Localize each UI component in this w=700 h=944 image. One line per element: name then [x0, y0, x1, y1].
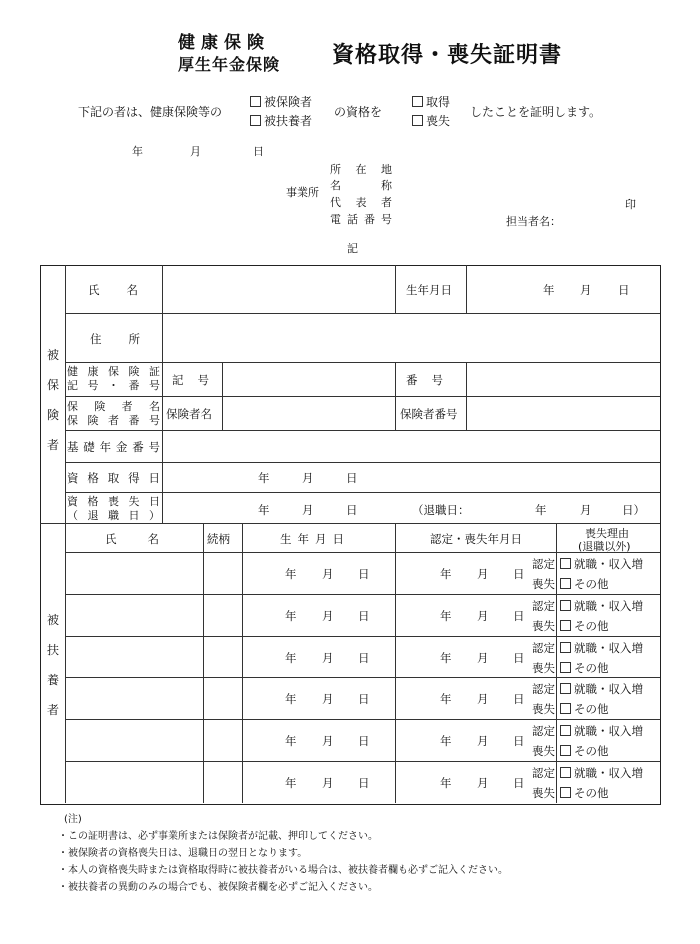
insurer-number-field[interactable]: [467, 397, 659, 429]
loss-reason-header-line1: 喪失理由: [585, 527, 629, 540]
dependent-name-field[interactable]: [66, 720, 202, 760]
relation-field[interactable]: [204, 637, 241, 677]
approve-label: 認定: [532, 640, 555, 655]
lose-option-label: 喪失: [426, 114, 451, 128]
number-field[interactable]: [467, 363, 659, 395]
pension-number-field[interactable]: [163, 431, 659, 461]
acquire-checkbox[interactable]: [412, 96, 423, 107]
dependent-name-field[interactable]: [66, 637, 202, 677]
reason-employment-option[interactable]: [560, 598, 643, 614]
office-label: 事業所: [286, 186, 319, 199]
reason-other-label: その他: [574, 786, 609, 800]
statement-mid: の資格を: [334, 105, 383, 119]
insurer-name-label: 保険者名: [166, 407, 212, 421]
notes-heading: (注): [64, 814, 82, 825]
reason-other-label: その他: [574, 618, 609, 633]
approve-label: 認定: [532, 724, 555, 739]
reason-employment-label: 就職・収入増: [574, 557, 643, 571]
reason-employment-label: 就職・収入増: [574, 598, 643, 613]
dob-day-unit: 日: [358, 692, 370, 707]
reason-other-label: その他: [574, 577, 609, 591]
reason-other-checkbox[interactable]: [560, 578, 571, 589]
insured-option[interactable]: [250, 93, 312, 110]
dob-month-unit: 月: [322, 566, 334, 581]
insurer-number-label: 保険者番号: [400, 407, 458, 421]
note-item: ・被保険者の資格喪失日は、退職日の翌日となります。: [58, 848, 308, 859]
card-label-line2: 記 号 ・ 番 号: [67, 379, 160, 392]
number-label: 番号: [406, 373, 457, 387]
approve-label: 認定: [532, 557, 555, 571]
dependent-name-header: 氏 名: [105, 532, 159, 546]
relation-field[interactable]: [204, 762, 241, 802]
retire-year-unit: 年: [535, 503, 547, 517]
insured-side-label: 被 保 険 者: [46, 348, 59, 452]
reason-employment-option[interactable]: [560, 681, 643, 697]
insurer-label-line2: 保 険 者 番 号: [67, 414, 160, 427]
lose-label: 喪失: [532, 577, 555, 591]
reason-other-option[interactable]: [560, 576, 609, 592]
insured-option-label: 被保険者: [264, 95, 313, 109]
dob-year-unit: 年: [285, 608, 297, 623]
insurer-name-field[interactable]: [223, 397, 394, 429]
dob-day-unit: 日: [358, 734, 370, 749]
lost-date-label-line2: （ 退 職 日 ）: [67, 509, 160, 522]
reason-other-label: その他: [574, 660, 609, 675]
date-month-unit: 月: [477, 734, 489, 749]
dependent-name-field[interactable]: [66, 595, 202, 635]
date-year: 年: [132, 145, 143, 158]
approve-label: 認定: [532, 682, 555, 697]
retirement-date-prefix: （退職日：: [412, 503, 470, 517]
retire-month-unit: 月: [580, 503, 592, 517]
note-item: ・この証明書は、必ず事業所または保険者が記載、押印してください。: [58, 831, 378, 842]
dob-year-unit: 年: [285, 734, 297, 749]
date-day: 日: [253, 145, 264, 158]
date-month-unit: 月: [477, 566, 489, 581]
insured-name-field[interactable]: [163, 266, 394, 312]
lose-label: 喪失: [532, 660, 555, 675]
reason-other-checkbox[interactable]: [560, 787, 571, 798]
date-month-unit: 月: [477, 650, 489, 665]
dependent-name-field[interactable]: [66, 678, 202, 718]
dob-year-unit: 年: [285, 775, 297, 790]
retire-day-unit: 日）: [622, 503, 645, 517]
date-day-unit: 日: [513, 608, 525, 623]
seal-mark: 印: [625, 198, 636, 211]
pension-number-label: 基 礎 年 金 番 号: [67, 440, 160, 454]
relation-field[interactable]: [204, 553, 241, 593]
dependent-name-field[interactable]: [66, 762, 202, 802]
dob-day-unit: 日: [358, 608, 370, 623]
date-year-unit: 年: [440, 566, 452, 581]
symbol-field[interactable]: [223, 363, 394, 395]
reason-other-label: その他: [574, 702, 609, 717]
document-title: 資格取得・喪失証明書: [332, 43, 563, 68]
date-year-unit: 年: [440, 608, 452, 623]
reason-employment-option[interactable]: [560, 765, 643, 781]
acquire-option[interactable]: [412, 93, 450, 110]
reason-employment-label: 就職・収入増: [574, 640, 643, 655]
insurance-type-pension: 厚生年金保険: [178, 55, 281, 74]
insured-name-label: 氏 名: [88, 283, 138, 297]
dob-year-unit: 年: [285, 692, 297, 707]
reason-employment-label: 就職・収入増: [574, 682, 643, 697]
lost-month-unit: 月: [302, 503, 314, 517]
loss-reason-header-line2: (退職以外): [578, 540, 631, 553]
dob-month-unit: 月: [322, 650, 334, 665]
reason-other-checkbox[interactable]: [560, 703, 571, 714]
note-item: ・被扶養者の異動のみの場合でも、被保険者欄を必ずご記入ください。: [58, 882, 378, 893]
lose-option[interactable]: [412, 112, 450, 129]
date-year-unit: 年: [440, 650, 452, 665]
dob-day-unit: 日: [618, 283, 630, 297]
date-day-unit: 日: [513, 650, 525, 665]
dependent-option-label: 被扶養者: [264, 114, 313, 128]
symbol-label: 記号: [172, 373, 223, 387]
date-day-unit: 日: [513, 692, 525, 707]
dependent-dob-header: 生年月日: [280, 532, 350, 546]
address-field[interactable]: [163, 314, 659, 361]
reason-other-option[interactable]: [560, 701, 609, 717]
relation-field[interactable]: [204, 678, 241, 718]
contact-person-label: 担当者名：: [506, 215, 561, 228]
reason-employment-checkbox[interactable]: [560, 600, 571, 611]
relation-field[interactable]: [204, 595, 241, 635]
acquired-year-unit: 年: [258, 471, 270, 485]
reason-employment-option[interactable]: [560, 556, 643, 572]
acquired-month-unit: 月: [302, 471, 314, 485]
reason-employment-label: 就職・収入増: [574, 724, 643, 739]
reason-other-checkbox[interactable]: [560, 620, 571, 631]
lost-year-unit: 年: [258, 503, 270, 517]
acquired-date-label: 資 格 取 得 日: [67, 471, 160, 485]
dob-month-unit: 月: [580, 283, 592, 297]
dob-month-unit: 月: [322, 608, 334, 623]
reason-employment-checkbox[interactable]: [560, 558, 571, 569]
statement-prefix: 下記の者は、健康保険等の: [78, 105, 223, 119]
lose-label: 喪失: [532, 786, 555, 800]
acquired-day-unit: 日: [346, 471, 358, 485]
insured-checkbox[interactable]: [250, 96, 261, 107]
date-year-unit: 年: [440, 692, 452, 707]
dob-month-unit: 月: [322, 775, 334, 790]
approval-date-header: 認定・喪失年月日: [430, 532, 522, 546]
date-day-unit: 日: [513, 566, 525, 581]
dob-day-unit: 日: [358, 566, 370, 581]
reason-other-checkbox[interactable]: [560, 662, 571, 673]
reason-other-option[interactable]: [560, 743, 609, 759]
lost-day-unit: 日: [346, 503, 358, 517]
date-day-unit: 日: [513, 775, 525, 790]
relation-header: 続柄: [207, 532, 230, 546]
note-item: ・本人の資格喪失時または資格取得時に被扶養者がいる場合は、被扶養者欄も必ずご記入ください。: [58, 865, 508, 876]
approve-label: 認定: [532, 598, 555, 613]
reason-employment-checkbox[interactable]: [560, 725, 571, 736]
card-label-line1: 健 康 保 険 証: [67, 365, 160, 378]
dob-year-unit: 年: [285, 566, 297, 581]
dob-label: 生年月日: [406, 283, 452, 297]
reason-other-option[interactable]: [560, 618, 609, 634]
record-label: 記: [347, 242, 358, 255]
dob-day-unit: 日: [358, 775, 370, 790]
approve-label: 認定: [532, 766, 555, 780]
section-divider: [40, 523, 660, 524]
reason-employment-checkbox[interactable]: [560, 642, 571, 653]
dependent-checkbox[interactable]: [250, 115, 261, 126]
dob-year-unit: 年: [285, 650, 297, 665]
reason-employment-option[interactable]: [560, 723, 643, 739]
date-month-unit: 月: [477, 775, 489, 790]
date-month: 月: [190, 145, 201, 158]
reason-other-option[interactable]: [560, 785, 609, 801]
office-name-label: 名 称: [330, 179, 392, 192]
dob-month-unit: 月: [322, 692, 334, 707]
dob-month-unit: 月: [322, 734, 334, 749]
reason-other-option[interactable]: [560, 660, 609, 676]
statement-suffix: したことを証明します。: [470, 105, 602, 119]
date-month-unit: 月: [477, 692, 489, 707]
reason-other-label: その他: [574, 744, 609, 759]
lose-label: 喪失: [532, 744, 555, 759]
reason-employment-option[interactable]: [560, 640, 643, 656]
reason-other-checkbox[interactable]: [560, 745, 571, 756]
reason-employment-label: 就職・収入増: [574, 766, 643, 780]
reason-employment-checkbox[interactable]: [560, 683, 571, 694]
office-address-label: 所 在 地: [330, 163, 392, 176]
date-month-unit: 月: [477, 608, 489, 623]
representative-label: 代 表 者: [330, 196, 392, 209]
lost-date-label-line1: 資 格 喪 失 日: [67, 495, 160, 508]
dob-year-unit: 年: [543, 283, 555, 297]
date-day-unit: 日: [513, 734, 525, 749]
lose-label: 喪失: [532, 702, 555, 717]
dependent-name-field[interactable]: [66, 553, 202, 593]
reason-employment-checkbox[interactable]: [560, 767, 571, 778]
acquire-option-label: 取得: [426, 95, 451, 109]
address-label: 住 所: [90, 332, 140, 346]
dependent-side-label: 被 扶 養 者: [46, 613, 59, 717]
insurer-label-line1: 保 険 者 名: [67, 400, 160, 413]
dob-day-unit: 日: [358, 650, 370, 665]
dependent-option[interactable]: [250, 112, 312, 129]
phone-number-label: 電 話 番 号: [330, 213, 392, 226]
lose-label: 喪失: [532, 618, 555, 633]
notes: [58, 811, 508, 896]
date-year-unit: 年: [440, 734, 452, 749]
insurance-type-health: 健康保険: [178, 33, 270, 53]
relation-field[interactable]: [204, 720, 241, 760]
lose-checkbox[interactable]: [412, 115, 423, 126]
date-year-unit: 年: [440, 775, 452, 790]
